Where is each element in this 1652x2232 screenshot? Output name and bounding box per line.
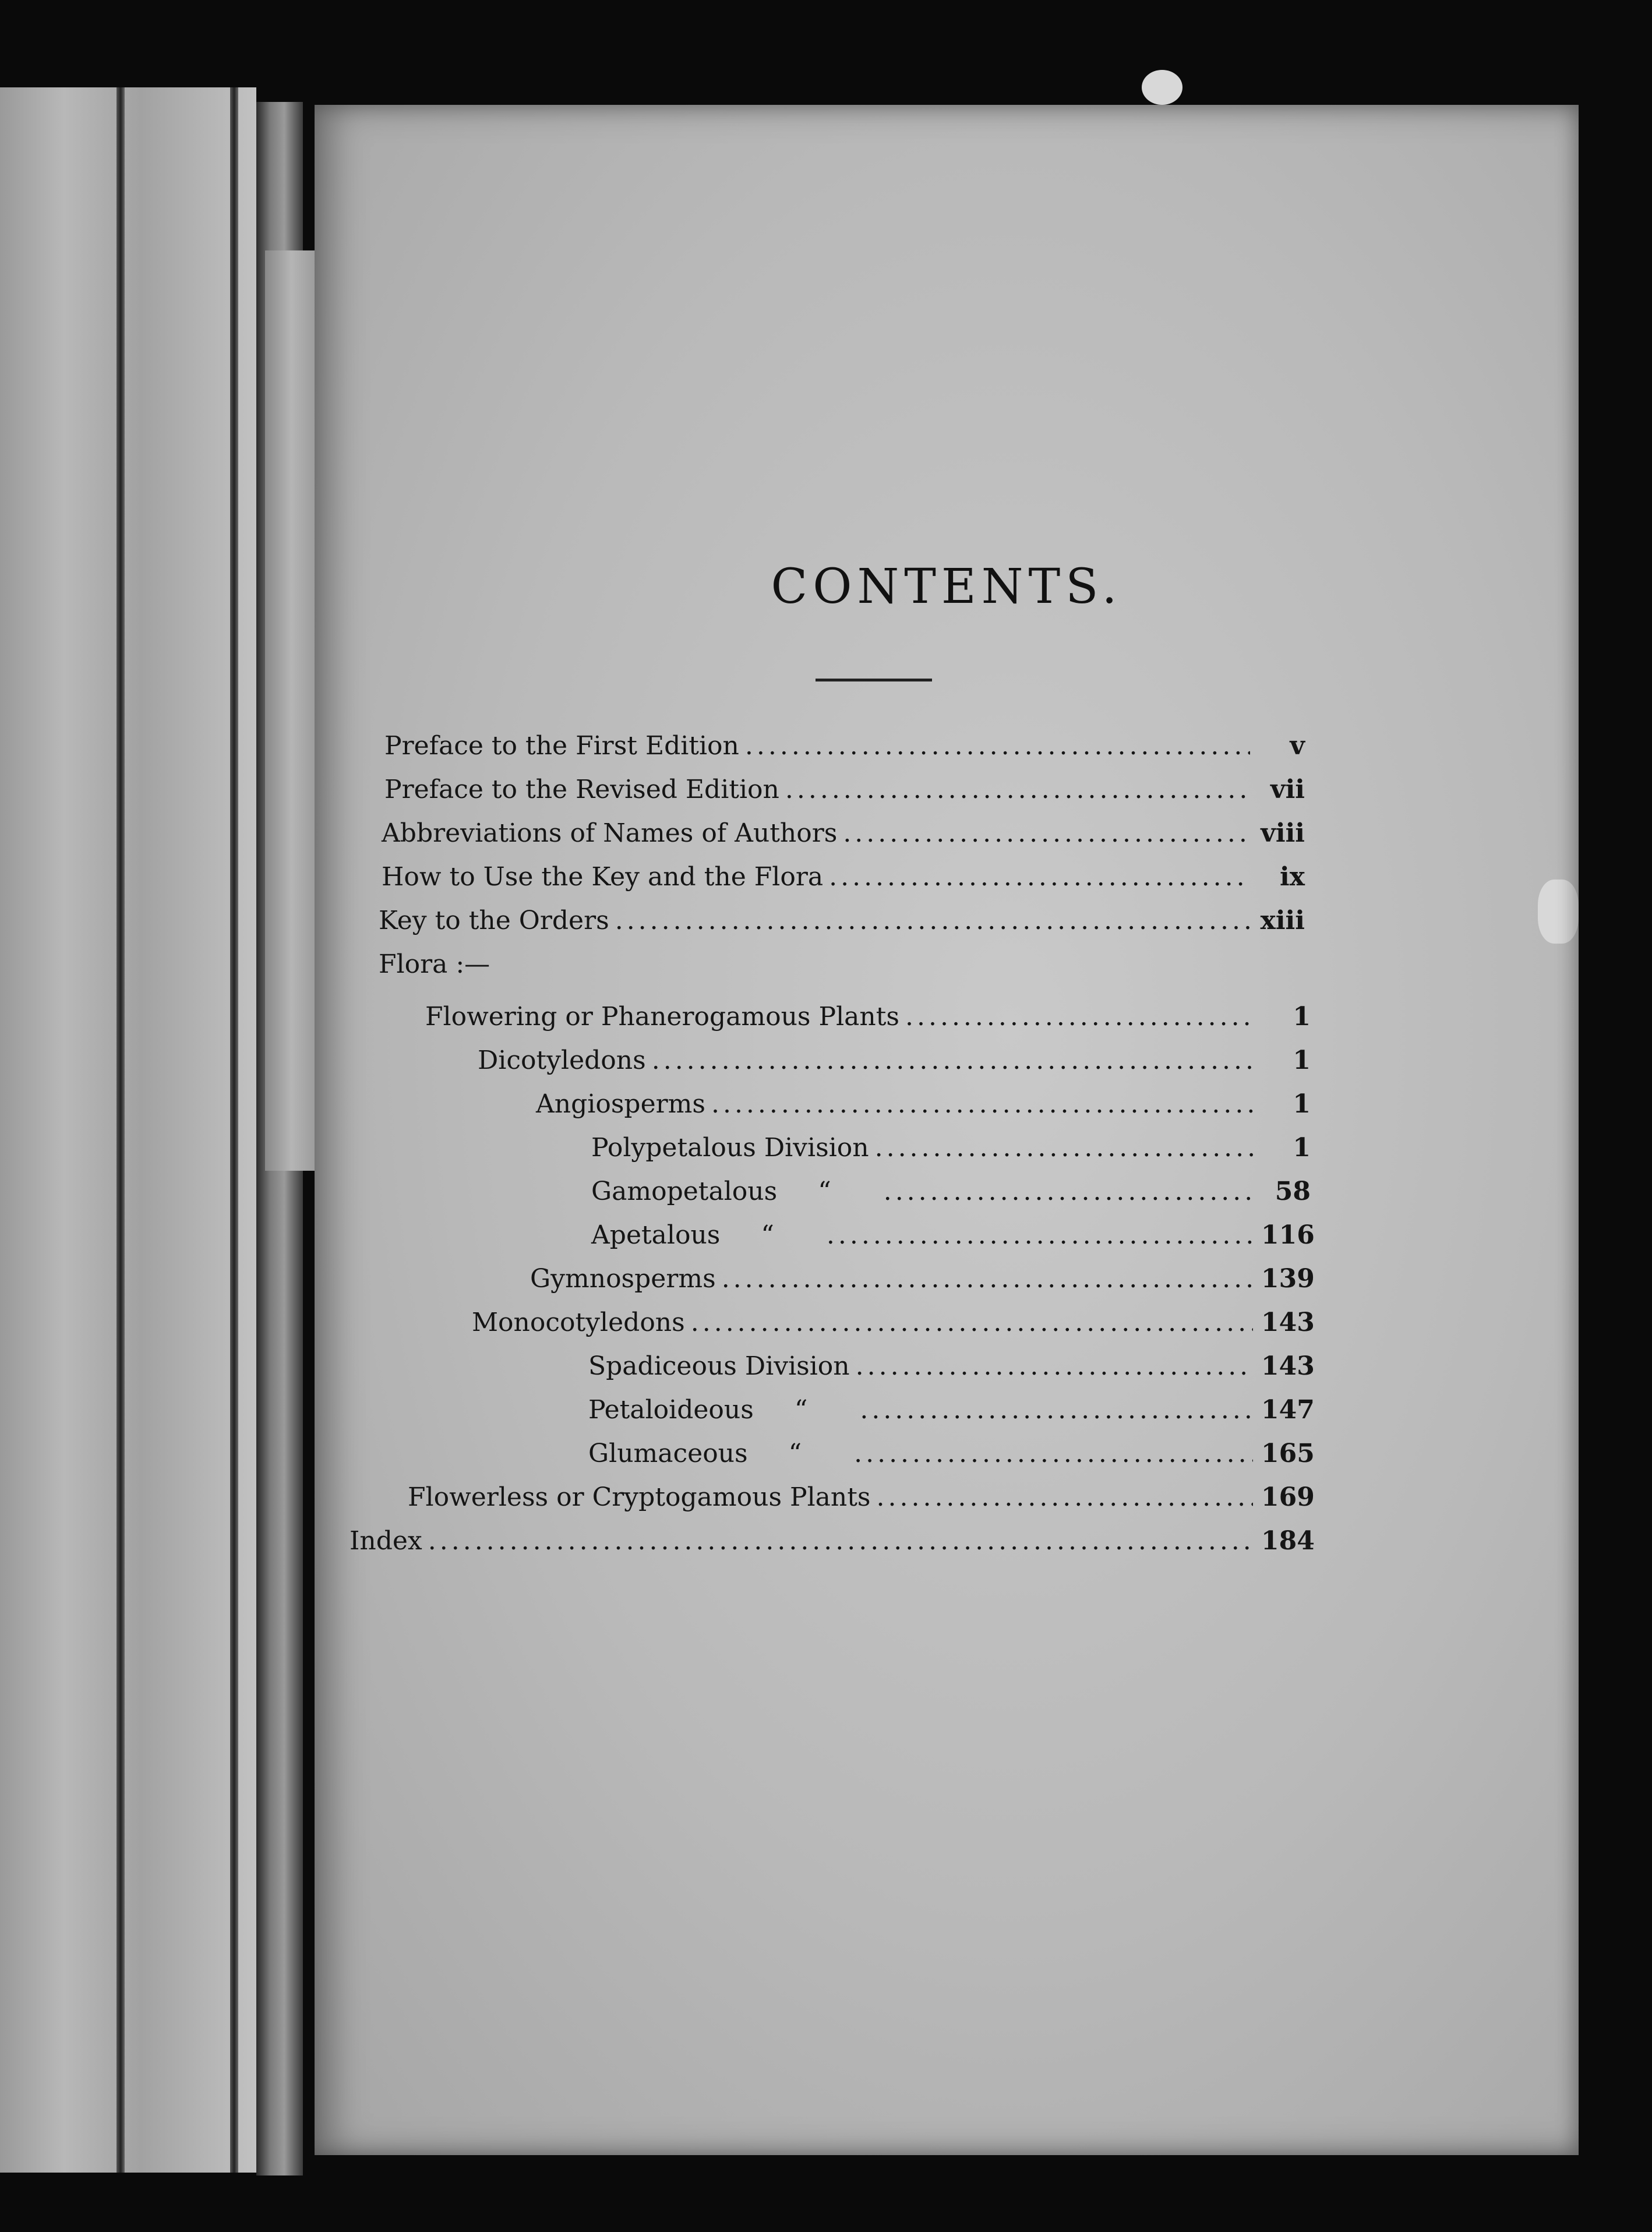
entry-page-number: 143 (1261, 1351, 1315, 1381)
entry-page-number: 1 (1293, 1002, 1311, 1032)
entry-page-number: 58 (1275, 1177, 1311, 1206)
entry-title: Glumaceous (588, 1439, 748, 1468)
entry-page-number: 143 (1261, 1308, 1315, 1337)
dot-leader (856, 1351, 1253, 1381)
entry-page-number: 1 (1293, 1046, 1311, 1075)
toc-entry (478, 1046, 1311, 1086)
entry-page-number: viii (1261, 818, 1305, 848)
dot-leader (722, 1264, 1253, 1294)
paper-speck (1142, 70, 1182, 105)
entry-page-number: v (1290, 731, 1305, 761)
entry-title: Index (350, 1526, 422, 1556)
dot-leader (711, 1089, 1256, 1119)
entry-title: Apetalous (591, 1220, 721, 1250)
entry-title: Gymnosperms (530, 1264, 716, 1294)
entry-page-number: 169 (1261, 1482, 1315, 1512)
dot-leader (905, 1002, 1256, 1032)
dot-leader (745, 731, 1250, 761)
ditto-mark: “ (794, 1395, 808, 1425)
dot-leader (875, 1133, 1256, 1163)
entry-title: Spadiceous Division (588, 1351, 850, 1381)
toc-entry (384, 731, 1305, 772)
dot-leader (652, 1046, 1256, 1075)
entry-title: Dicotyledons (478, 1046, 646, 1075)
toc-entry (384, 775, 1305, 815)
spine-tab (265, 250, 321, 1171)
dot-leader (827, 1220, 1253, 1250)
toc-entry (382, 862, 1305, 903)
entry-title: How to Use the Key and the Flora (382, 862, 824, 892)
toc-entry (591, 1220, 1315, 1261)
dot-leader (884, 1177, 1256, 1206)
entry-title: Monocotyledons (472, 1308, 685, 1337)
cover-crease (117, 87, 125, 2173)
dot-leader (829, 862, 1250, 892)
toc-entry (588, 1439, 1315, 1479)
entry-page-number: 1 (1293, 1133, 1311, 1163)
entry-title: Petaloideous (588, 1395, 754, 1425)
contents-page (315, 105, 1579, 2155)
entry-title: Preface to the Revised Edition (384, 775, 779, 804)
entry-title: Preface to the First Edition (384, 731, 739, 761)
entry-page-number: 147 (1261, 1395, 1315, 1425)
entry-title: Flowerless or Cryptogamous Plants (408, 1482, 871, 1512)
entry-title: Angiosperms (536, 1089, 705, 1119)
entry-title: Key to the Orders (379, 906, 609, 935)
toc-entry (536, 1089, 1311, 1130)
entry-page-number: xiii (1260, 906, 1305, 935)
entry-page-number: 116 (1261, 1220, 1315, 1250)
dot-leader (785, 775, 1250, 804)
entry-title: Polypetalous Division (591, 1133, 869, 1163)
toc-entry (588, 1351, 1315, 1392)
entry-title: Flowering or Phanerogamous Plants (425, 1002, 899, 1032)
dot-leader (615, 906, 1250, 935)
entry-page-number: 165 (1261, 1439, 1315, 1468)
section-heading: Flora :— (379, 949, 490, 979)
toc-entry (530, 1264, 1315, 1305)
ditto-mark: “ (818, 1177, 831, 1206)
entry-title: Abbreviations of Names of Authors (382, 818, 838, 848)
dot-leader (843, 818, 1250, 848)
toc-entry (591, 1133, 1311, 1174)
page-title: CONTENTS. (771, 559, 1122, 614)
toc-entry (379, 906, 1305, 947)
ditto-mark: “ (761, 1220, 774, 1250)
toc-entry (408, 1482, 1315, 1523)
toc-entry (425, 1002, 1311, 1043)
toc-entry (591, 1177, 1311, 1217)
dot-leader (691, 1308, 1253, 1337)
toc-entry (350, 1526, 1315, 1567)
toc-section-heading (379, 949, 728, 990)
dot-leader (854, 1439, 1253, 1468)
book-cover (0, 87, 256, 2173)
toc-entry (588, 1395, 1315, 1436)
toc-entry (382, 818, 1305, 859)
entry-title: Gamopetalous (591, 1177, 778, 1206)
paper-speck (1538, 880, 1579, 944)
entry-page-number: ix (1280, 862, 1305, 892)
entry-page-number: 1 (1293, 1089, 1311, 1119)
cover-crease (230, 87, 238, 2173)
ditto-mark: “ (788, 1439, 802, 1468)
dot-leader (428, 1526, 1253, 1556)
entry-page-number: 184 (1261, 1526, 1315, 1556)
entry-page-number: 139 (1261, 1264, 1315, 1294)
title-rule (816, 679, 932, 681)
dot-leader (877, 1482, 1253, 1512)
toc-entry (472, 1308, 1315, 1348)
entry-page-number: vii (1270, 775, 1305, 804)
dot-leader (860, 1395, 1253, 1425)
